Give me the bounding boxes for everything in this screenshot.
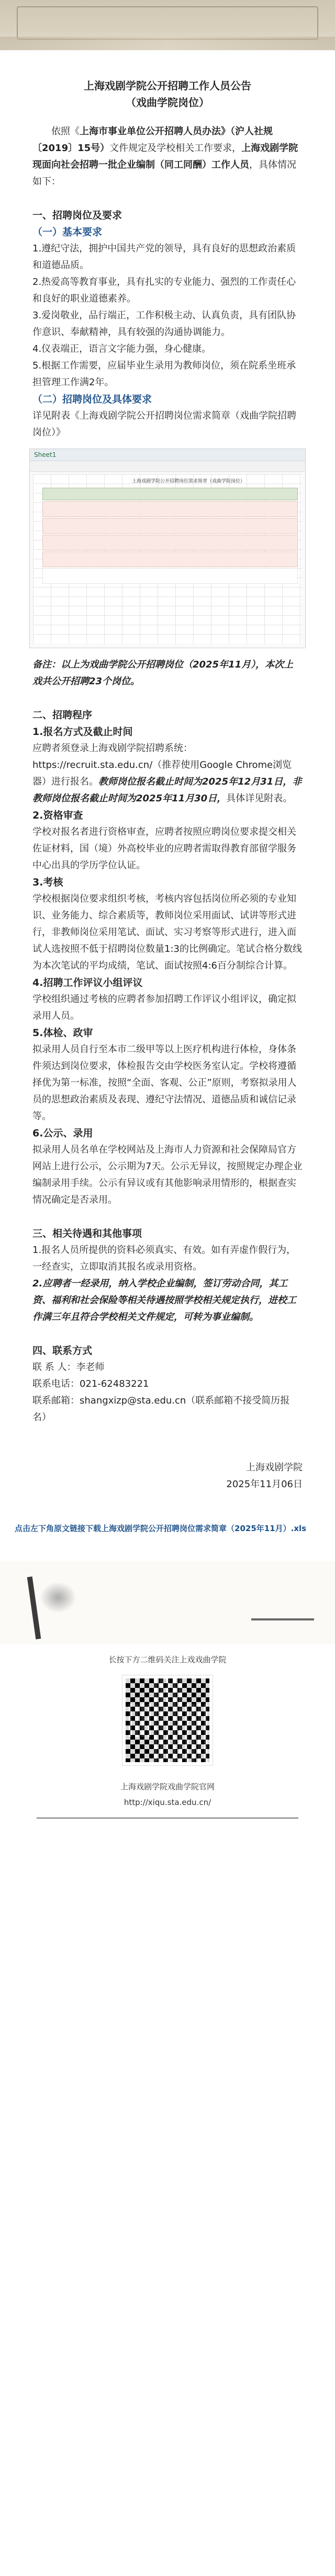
section-1-sub-2: （二）招聘岗位及具体要求 [32,394,152,405]
requirement-4: 4.仪表端正，语言文字能力强，身心健康。 [32,343,211,354]
footer [0,1561,335,1819]
requirement-3: 3.爱岗敬业，品行端正，工作积极主动、认真负责，具有团队协作意识、奉献精神，具有较强的沟通协调能力。 [32,310,296,338]
contact-phone: 联系电话：021-62483221 [32,1378,149,1389]
sheet-row [42,568,298,584]
section-3-item-2: 2.应聘者一经录用，纳入学校企业编制，签订劳动合同，其工资、福利和社会保险等相关待遇按照学校相关规定执行，进校工作满三年且符合学校相关文件规定，可转为事业编制。 [32,1278,296,1322]
step-2-text: 学校对报名者进行资格审查，应聘者按照应聘岗位要求提交相关佐证材料，国（境）外高校毕业的应聘者需取得教育部留学服务中心出具的学历学位认证。 [32,826,296,871]
step-6-title: 6.公示、录用 [32,1128,93,1139]
section-1-note: 备注：以上为戏曲学院公开招聘岗位（2025年11月），本次上戏共公开招聘23个岗位。 [32,659,294,687]
spreadsheet-image [29,448,306,648]
requirement-2: 2.热爱高等教育事业，具有扎实的专业能力、强烈的工作责任心和良好的职业道德素养。 [32,277,296,304]
intro-text-b: 文件规定及学校相关工作要求， [109,143,242,154]
step-1-deadline: 教师岗位报名截止时间为2025年12月31日，非教师岗位报名截止时间为2025年11月30日， [32,776,302,804]
sheet-row [42,501,298,517]
intro-bold-b: 上海戏剧学院现面向社会招聘一批企业编制（同工同酬）工作人员 [32,143,298,170]
title-line-2: （戏曲学院岗位） [126,96,209,109]
step-6-text: 拟录用人员名单在学校网站及上海市人力资源和社会保障局官方网站上进行公示，公示期为7天。公示无异议，按照规定办理企业编制录用手续。公示有异议或有其他影响录用情形的，根据查实情况确定是否录用。 [32,1144,303,1205]
banner-frame [17,6,318,40]
section-3-item-1: 1.报名人员所提供的资料必须真实、有效。如有弄虚作假行为，一经查实，立即取消其报名或录用资格。 [32,1245,296,1272]
step-1-text [32,740,303,807]
qr-caption: 长按下方二维码关注上戏戏曲学院 [108,1655,227,1664]
signature-org: 上海戏剧学院 [246,1462,303,1473]
step-4-text: 学校组织通过考核的应聘者参加招聘工作评议小组评议，确定拟录用人员。 [32,994,296,1021]
sub-2-text: 详见附表《上海戏剧学院公开招聘岗位需求简章（戏曲学院招聘岗位）》 [32,410,296,438]
step-5-title: 5.体检、政审 [32,1027,93,1039]
step-1-tail: 具体详见附表。 [226,793,293,804]
intro-text-a: 依照《 [51,126,80,137]
step-1-desc: 应聘者须登录上海戏剧学院招聘系统：https://recruit.sta.edu.cn/（推荐使用Google Chrome浏览器）进行报名。 [32,743,292,787]
article-body [15,50,320,1509]
sheet-caption: 上海戏剧学院公开招聘岗位需求简章（戏曲学院岗位） [131,479,245,484]
contact-person: 联 系 人：李老师 [32,1362,105,1373]
footer-divider [37,1818,298,1819]
header-banner-image [0,0,335,50]
step-1-title: 1.报名方式及截止时间 [32,726,133,738]
contact-email: 联系邮箱：shangxizp@sta.edu.cn（联系邮箱不接受简历报名） [32,1395,290,1423]
section-2-heading: 二、招聘程序 [32,709,93,721]
section-1-heading: 一、招聘岗位及要求 [32,210,122,221]
intro-text-c: ，具体情况如下： [32,159,296,187]
banner-band [0,37,335,50]
title-line-1: 上海戏剧学院公开招聘工作人员公告 [84,79,251,92]
intro-bold-a: 上海市事业单位公开招聘人员办法》（沪人社规〔2019〕15号） [32,126,273,154]
page-title [32,77,303,111]
attachment-link[interactable]: 点击左下角原文链接下载上海戏剧学院公开招聘岗位需求简章（2025年11月）.xls [15,1524,307,1533]
step-5-text: 拟录用人员自行至本市二级甲等以上医疗机构进行体检，身体条件须达到岗位要求，体检报告交由学校医务室认定。学校将遵循择优为第一标准，按照“全面、客观、公正”原则，考察拟录用人员的思想政治素质及表现、遵纪守法情况、道德品质和诚信记录等。 [32,1044,297,1122]
requirement-5: 5.根据工作需要，应届毕业生录用为教师岗位，须在院系坐班承担管理工作满2年。 [32,360,296,388]
section-3-heading: 三、相关待遇和其他事项 [32,1228,142,1239]
sheet-tab: Sheet1 [30,449,305,461]
ink-decoration-image [0,1561,335,1644]
intro-paragraph [32,123,303,190]
step-3-title: 3.考核 [32,877,63,888]
section-4-heading: 四、联系方式 [32,1345,93,1356]
step-4-title: 4.招聘工作评议小组评议 [32,977,143,988]
section-1-sub-1: （一）基本要求 [32,226,103,238]
sheet-row [42,518,298,534]
site-url[interactable]: http://xiqu.sta.edu.cn/ [124,1798,211,1807]
step-2-title: 2.资格审查 [32,810,83,821]
step-3-text: 学校根据岗位要求组织考核，考核内容包括岗位所必须的专业知识、业务能力、综合素质等，教师岗位采用面试、试讲等形式进行，非教师岗位采用笔试、面试、实习考察等形式进行，进入面试人选按照不低于招聘岗位数量1:3的比例确定。笔试合格分数线为本次笔试的平均成绩，笔试、面试按照4:6百分制综合计算。 [32,893,302,971]
sheet-toolbar [30,461,305,472]
requirement-1: 1.遵纪守法，拥护中国共产党的领导，具有良好的思想政治素质和道德品质。 [32,243,296,271]
qr-code-image[interactable] [122,1675,213,1765]
signature-date: 2025年11月06日 [226,1479,303,1490]
sheet-row [42,535,298,550]
sheet-header-row [42,488,298,500]
sheet-row [42,551,298,567]
site-name: 上海戏剧学院戏曲学院官网 [120,1782,215,1791]
